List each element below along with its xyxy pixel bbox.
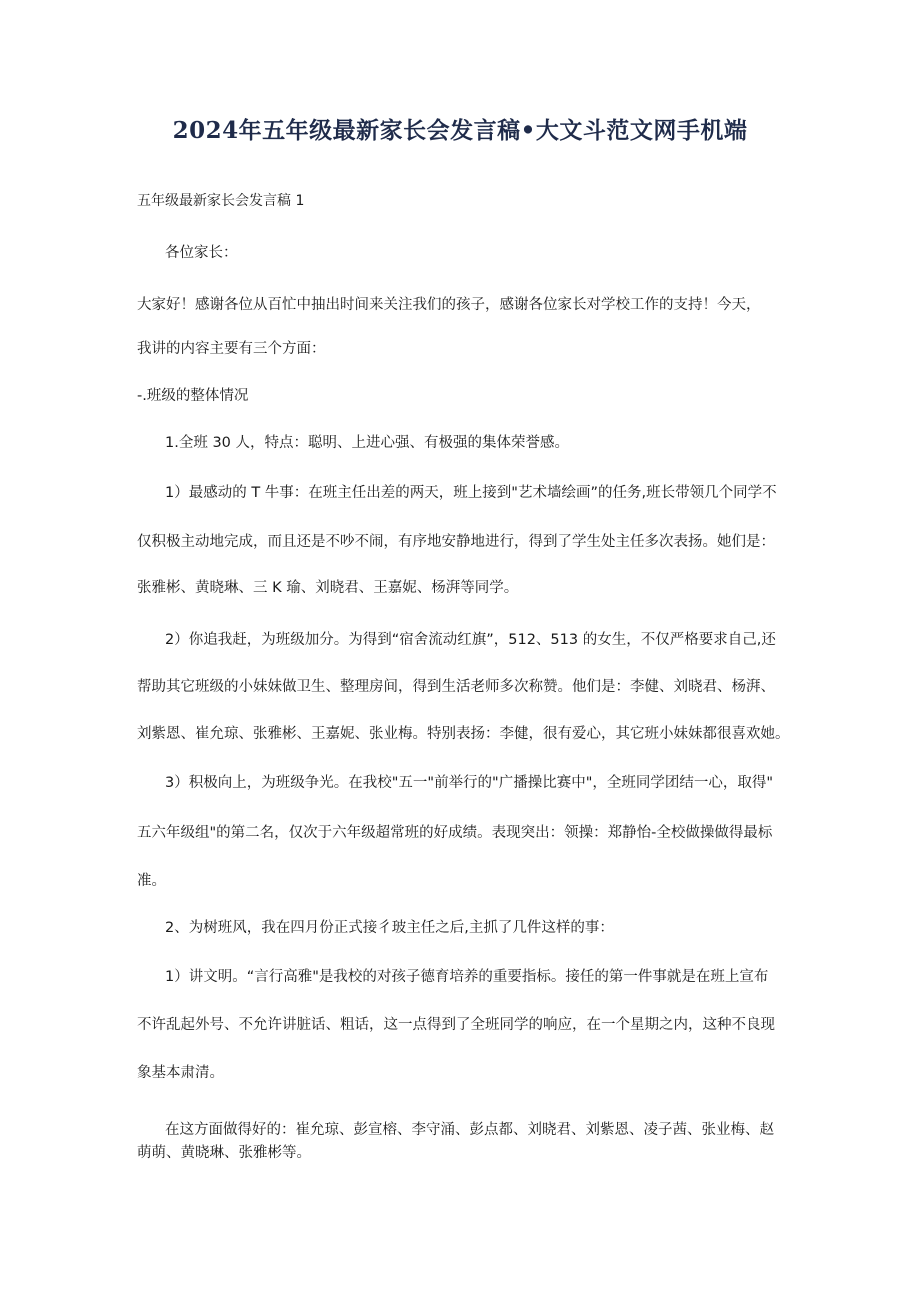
paragraph-line: 仅积极主动地完成，而且还是不吵不闹，有序地安静地进行，得到了学生处主任多次表扬。她们是： [137, 534, 775, 550]
document-title: 2024年五年级最新家长会发言稿•大文斗范文网手机端 [172, 117, 748, 144]
paragraph-line: 1）最感动的 T 牛事：在班主任出差的两天，班上接到"艺术墙绘画”的任务,班长带领几个同学不 [165, 485, 777, 501]
paragraph-line: 2、为树班风，我在四月份正式接彳玻主任之后,主抓了几件这样的事： [165, 920, 614, 936]
paragraph-line: 萌萌、黄晓琳、张雅彬等。 [137, 1145, 311, 1161]
paragraph-line: 刘紫恩、崔允琼、张雅彬、王嘉妮、张业梅。特别表扬：李健，很有爱心，其它班小妹妹都很喜欢她。 [137, 726, 790, 742]
subheading: -.班级的整体情况 [137, 388, 249, 404]
paragraph-line: 我讲的内容主要有三个方面： [137, 341, 326, 357]
section-heading: 五年级最新家长会发言稿 1 [137, 193, 305, 209]
paragraph-line: 1）讲文明。“言行高雅"是我校的对孩子德育培养的重要指标。接任的第一件事就是在班上宣布 [165, 969, 769, 985]
paragraph-line: 五六年级组"的第二名，仅次于六年级超常班的好成绩。表现突出：领操：郑静怡-全校做操做得最标 [137, 825, 773, 841]
paragraph-line: 2）你追我赶，为班级加分。为得到“宿舍流动红旗”，512、513 的女生，不仅严格要求自己,还 [165, 632, 776, 648]
paragraph-line: 不许乱起外号、不允许讲脏话、粗话，这一点得到了全班同学的响应，在一个星期之内，这种不良现 [137, 1017, 775, 1033]
paragraph-line: 大家好！感谢各位从百忙中抽出时间来关注我们的孩子，感谢各位家长对学校工作的支持！今天， [137, 297, 761, 313]
paragraph-line: 象基本肃清。 [137, 1065, 224, 1081]
paragraph-line: 准。 [137, 873, 166, 889]
paragraph-line: 1.全班 30 人，特点：聪明、上进心强、有极强的集体荣誉感。 [165, 435, 570, 451]
paragraph-line: 帮助其它班级的小妹妹做卫生、整理房间，得到生活老师多次称赞。他们是：李健、刘晓君、杨湃、 [137, 679, 775, 695]
salutation: 各位家长： [165, 245, 238, 261]
paragraph-line: 张雅彬、黄晓琳、三 K 瑜、刘晓君、王嘉妮、杨湃等同学。 [137, 580, 519, 596]
paragraph-line: 在这方面做得好的：崔允琼、彭宣榕、李守涌、彭点都、刘晓君、刘紫恩、凌子茜、张业梅、赵 [165, 1122, 774, 1138]
paragraph-line: 3）积极向上，为班级争光。在我校"五一"前举行的"广播操比赛中"，全班同学团结一心，取得" [165, 775, 774, 791]
